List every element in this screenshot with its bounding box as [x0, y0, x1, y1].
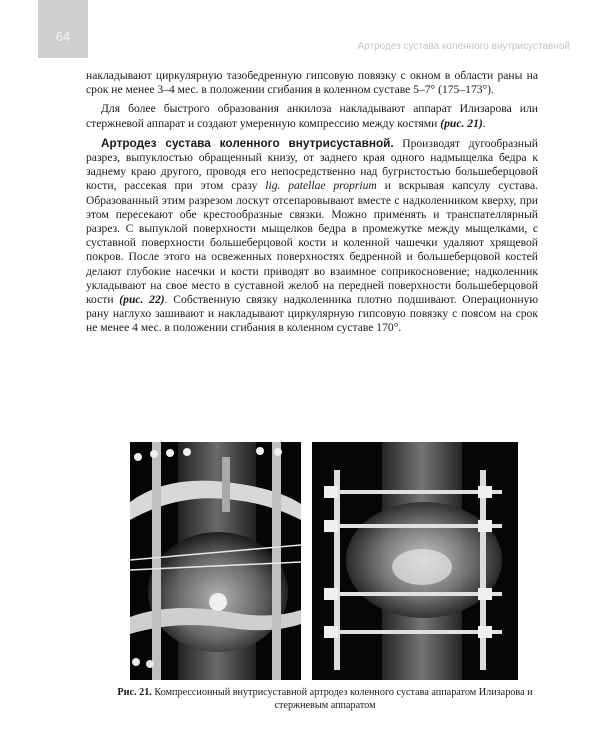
section-title: Артродез сустава коленного внутрисуставной.: [101, 135, 394, 150]
page-number-tab: [38, 0, 88, 58]
paragraph-2: [86, 102, 538, 130]
xray-image-rod-apparatus: [312, 442, 518, 680]
paragraph-3-text-b: и вскрывая капсулу сустава. Образованный этим разрезом лоскут отсепаровывают вместе с надколенником кверху, при этом пересекают обе крестообразные связки. Можно применять и транспателлярный разрез. С выпуклой поверхности мыщелков бедра в промежутке между мыщелками, с суставной поверхности большеберцовой кости и коленной чашечки удаляют хрящевой покров. После этого на освеженных поверхностях бедренной и большеберцовой костей делают глубокие насечки и кости приводят во взаимное соприкосновение; надколенник укладывают на свое место в суставной желоб на передней поверхности большеберцовой кости: [86, 179, 539, 307]
page-number: 64: [55, 29, 71, 44]
running-head: Артродез сустава коленного внутрисуставной: [357, 41, 570, 52]
paragraph-1: накладывают циркулярную тазобедренную гипсовую повязку с окном в области раны на срок не менее 3–4 мес. в положении сгибания в коленном суставе 5–7° (175–173°).: [86, 69, 538, 97]
xray-image-ilizarov: [130, 442, 301, 680]
figure-reference-21: (рис. 21): [440, 116, 483, 130]
paragraph-3-text-c: . Собственную связку надколенника плотно подшивают. Операционную рану наглухо зашивают и накладывают циркулярную гипсовую повязку с поясом на срок не менее 4 мес. в положении сгибания в коленном суставе 170°.: [86, 293, 538, 335]
latin-term: lig. patellae proprium: [265, 179, 377, 193]
caption-label: Рис. 21.: [117, 687, 152, 698]
paragraph-3-text-a: Производят дугообразный разрез, выпуклостью обращенный книзу, от заднего края одного надмыщелка бедра к заднему краю другого, проводя его непосредственно над бугристостью большеберцовой кости, рассекая при этом сразу: [86, 136, 538, 193]
caption-text: Компрессионный внутрисуставной артродез коленного сустава аппаратом Илизарова и стержневым аппаратом: [151, 687, 533, 711]
paragraph-2-text: Для более быстрого образования анкилоза накладывают аппарат Илизарова или стержневой аппарат и создают умеренную компрессию между костями: [86, 102, 538, 130]
figure-caption: [110, 686, 540, 712]
paragraph-2-end: .: [482, 116, 486, 130]
paragraph-3: [86, 136, 538, 336]
body-text: [86, 69, 538, 336]
figure-reference-22: (рис. 22): [119, 293, 165, 307]
